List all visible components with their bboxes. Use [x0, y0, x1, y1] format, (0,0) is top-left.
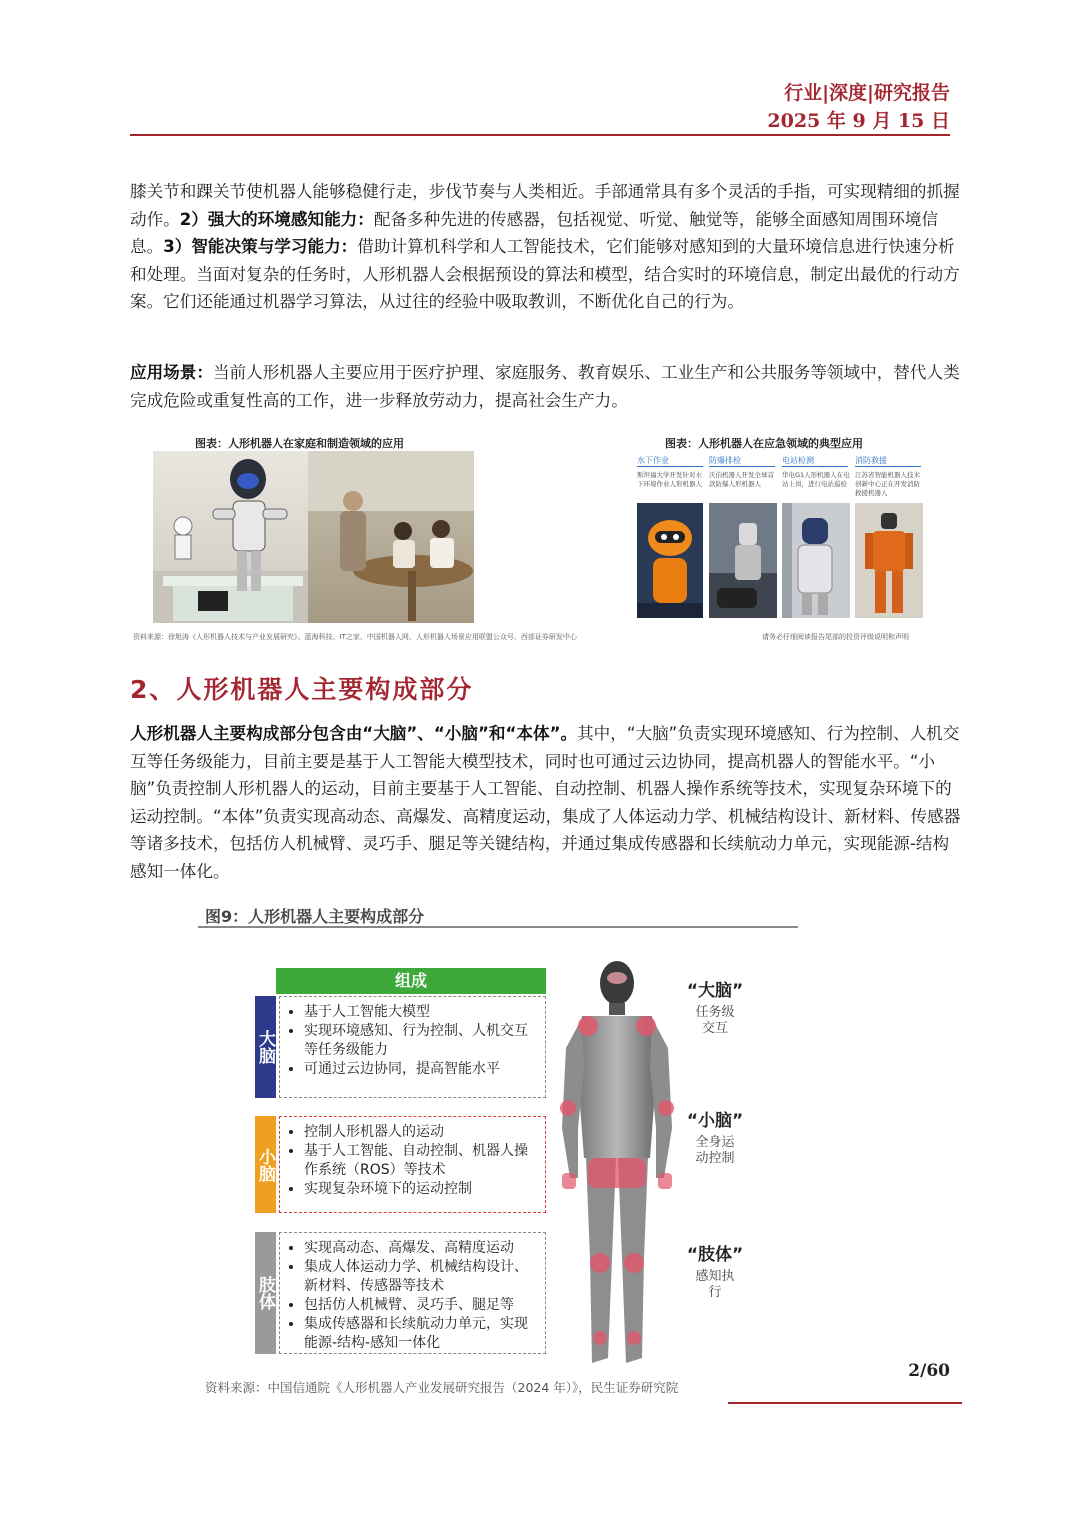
- emergency-tab: 防爆排检: [709, 455, 775, 467]
- components-text: 其中，“大脑”负责实现环境感知、行为控制、人机交互等任务级能力，目前主要是基于人工智能大模型技术，同时也可通过云边协同，提高机器人的智能水平。“小脑”负责控制人形机器人的运动，目前主要基于人工智能、自动控制、机器人操作系统等技术，实现复杂环境下的运动控制。“本体”负责实现高动态、高爆发、高精度运动，集成了人体运动力学、机械结构设计、新材料、传感器等诸多技术，包括仿人机械臂、灵巧手、腿足等关键结构，并通过集成传感器和长续航动力单元，实现能源-结构感知一体化。: [130, 724, 961, 881]
- page-number: 2/60: [908, 1361, 950, 1381]
- capability-heading: 2）强大的环境感知能力：: [179, 209, 374, 229]
- figure9-group-label: 小脑: [255, 1116, 276, 1213]
- figure-left-source: 资料来源：徐旭涛《人形机器人技术与产业发展研究》、蓝海科技、IT之家、中国机器人网、人形机器人场景应用联盟公众号、西部证券研发中心: [133, 633, 577, 641]
- figure9-right-label-title: “肢体”: [686, 1245, 744, 1265]
- underwater-robot-photo: [637, 503, 703, 618]
- figure9-bullet: • 基于人工智能、自动控制、机器人操作系统（ROS）等技术: [304, 1142, 537, 1180]
- home-robot-photo: [308, 451, 474, 623]
- factory-robot-photo: [153, 451, 308, 623]
- figure9-header: 组成: [276, 968, 546, 994]
- figure9-bullet: • 实现复杂环境下的运动控制: [304, 1180, 537, 1199]
- power-station-robot-photo: [782, 503, 850, 618]
- figure9-group-box: [279, 1116, 546, 1213]
- figure9-group-label: 肢体: [255, 1232, 276, 1354]
- capability-text: 膝关节和踝关节使机器人能够稳健行走，步伐节奏与人类相近。手部通常具有多个灵活的手指，可实现精细的抓握动作。: [130, 182, 960, 229]
- explosion-proof-robot-photo: [709, 503, 777, 618]
- header-divider: [130, 134, 950, 136]
- figure9-group-label: 大脑: [255, 996, 276, 1098]
- report-date: 2025 年 9 月 15 日: [767, 110, 950, 132]
- figure9-right-label-sub: 任务级交互: [695, 1005, 735, 1036]
- emergency-tab: 电站检测: [782, 455, 848, 467]
- figure9-bullet: • 集成传感器和长续航动力单元，实现能源-结构-感知一体化: [304, 1315, 537, 1353]
- paragraph-components: [130, 720, 962, 885]
- capability-heading: 3）智能决策与学习能力：: [163, 237, 358, 256]
- emergency-tab: 消防救援: [855, 455, 921, 467]
- figure9-right-label: [680, 976, 750, 1037]
- emergency-description: 沃伯机器人开发全球首款防爆人形机器人: [709, 471, 774, 488]
- figure9-title: 图9：人形机器人主要构成部分: [205, 907, 425, 926]
- figure9-right-label: [680, 1240, 750, 1301]
- report-category: 行业|深度|研究报告: [784, 82, 950, 104]
- paragraph-application: [130, 359, 962, 414]
- figure9-bullet: • 集成人体运动力学、机械结构设计、新材料、传感器等技术: [304, 1258, 537, 1296]
- figure9-bullet: • 可通过云边协同，提高智能水平: [304, 1060, 537, 1079]
- figure9-bullet: • 实现高动态、高爆发、高精度运动: [304, 1239, 537, 1258]
- emergency-description: 斯坦福大学开发针对水下环境作业人形机器人: [637, 471, 702, 488]
- figure9-bullet: • 实现环境感知、行为控制、人机交互等任务级能力: [304, 1022, 537, 1060]
- capability-text: 借助计算机科学和人工智能技术，它们能够对感知到的大量环境信息进行快速分析和处理。当面对复杂的任务时，人形机器人会根据预设的算法和模型，结合实时的环境信息，制定出最优的行动方案。它们还能通过机器学习算法，从过往的经验中吸取教训，不断优化自己的行为。: [130, 237, 960, 311]
- capability-text: 配备多种先进的传感器，包括视觉、听觉、触觉等，能够全面感知周围环境信息。: [130, 209, 939, 256]
- figure-right-note: 请务必仔细阅读报告尾部的投资评级说明和声明: [762, 633, 909, 641]
- figure9-group-box: [279, 996, 546, 1098]
- figure9-source: 资料来源：中国信通院《人形机器人产业发展研究报告（2024 年）》，民生证券研究院: [205, 1380, 679, 1395]
- paragraph-capabilities: [130, 178, 962, 316]
- footer-divider: [728, 1402, 962, 1404]
- figure9-right-label-sub: 全身运动控制: [695, 1135, 735, 1166]
- figure9-right-label-title: “大脑”: [686, 981, 744, 1001]
- figure9-bullet: • 基于人工智能大模型: [304, 1003, 537, 1022]
- figure9-right-label-title: “小脑”: [686, 1111, 744, 1131]
- emergency-tab: 水下作业: [637, 455, 703, 467]
- application-text: 当前人形机器人主要应用于医疗护理、家庭服务、教育娱乐、工业生产和公共服务等领域中，替代人类完成危险或重复性高的工作，进一步释放劳动力，提高社会生产力。: [130, 363, 960, 410]
- figure9-bullet: • 控制人形机器人的运动: [304, 1123, 537, 1142]
- figure9-bullet: • 包括仿人机械臂、灵巧手、腿足等: [304, 1296, 537, 1315]
- figure9-title-divider: [198, 926, 798, 928]
- firefighting-robot-photo: [855, 503, 923, 618]
- emergency-description: 华电G1人形机器人在电站上岗，进行电站巡检: [782, 471, 850, 488]
- emergency-description: 江苏省智能机器人技术创新中心正在开发消防救援机器人: [855, 471, 920, 497]
- figure9-right-label: [680, 1106, 750, 1167]
- figure9-right-label-sub: 感知执行: [695, 1269, 735, 1300]
- figure9-group-box: [279, 1232, 546, 1354]
- figure-right-caption: 图表：人形机器人在应急领域的典型应用: [665, 437, 863, 450]
- application-label: 应用场景：: [130, 363, 213, 382]
- humanoid-robot-figure: [552, 958, 682, 1370]
- figure-left-caption: 图表：人形机器人在家庭和制造领域的应用: [195, 437, 404, 450]
- components-lead: 人形机器人主要构成部分包含由“大脑”、“小脑”和“本体”。: [130, 724, 578, 743]
- section-title: 2、人形机器人主要构成部分: [130, 675, 474, 704]
